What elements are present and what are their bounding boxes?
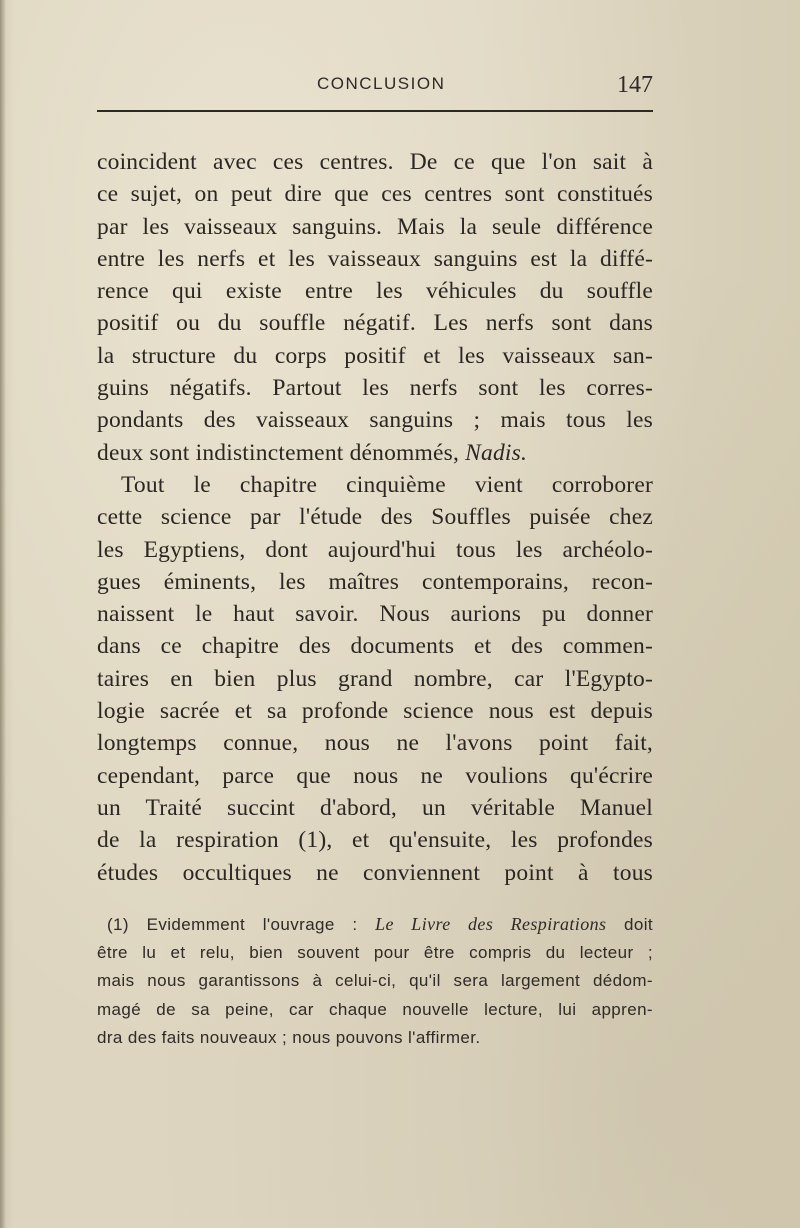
footnote-line: magé de sa peine, car chaque nouvelle lecture, lui appren- [97,999,653,1019]
text-line: ce sujet, on peut dire que ces centres sont constitués [97,181,653,208]
text-line: guins négatifs. Partout les nerfs sont les corres- [97,375,653,402]
italic-book-title: Le Livre des Respirations [375,914,607,934]
footnote-line [97,910,653,939]
page-number: 147 [617,72,653,98]
text-line: cependant, parce que nous ne voulions qu'écrire [97,762,653,789]
text-line: pondants des vaisseaux sanguins ; mais tous les [97,407,653,434]
text-line: la structure du corps positif et les vaisseaux san- [97,342,653,369]
text-line: les Egyptiens, dont aujourd'hui tous les archéolo- [97,536,653,563]
running-title: CONCLUSION [317,74,446,93]
text-line: un Traité succint d'abord, un véritable Manuel [97,794,653,821]
footnote-line: être lu et relu, bien souvent pour être compris du lecteur ; [97,942,653,962]
text-line: entre les nerfs et les vaisseaux sanguins est la diffé- [97,245,653,272]
text-line: naissent le haut savoir. Nous aurions pu donner [97,601,653,628]
text-line: rence qui existe entre les véhicules du souffle [97,278,653,305]
paragraph-first-line: Tout le chapitre cinquième vient corroborer [121,471,653,498]
footnote-line: mais nous garantissons à celui-ci, qu'il sera largement dédom- [97,971,653,990]
text-fragment: deux sont indistinctement dénommés, [97,439,460,466]
page-spine-edge [0,0,6,1228]
text-line: longtemps connue, nous ne l'avons point fait, [97,730,653,757]
text-line: positif ou du souffle négatif. Les nerfs sont dans [97,310,653,337]
header-rule [97,110,653,112]
text-line: de la respiration (1), et qu'ensuite, les profondes [97,827,653,854]
text-line: coincident avec ces centres. De ce que l'on sait à [97,149,653,175]
text-line: logie sacrée et sa profonde science nous est depuis [97,698,653,725]
text-line: taires en bien plus grand nombre, car l'Egypto- [97,665,653,692]
text-line: dans ce chapitre des documents et des commen- [97,633,653,660]
footnote [97,910,653,1053]
text-line: études occultiques ne conviennent point à tous [97,859,653,886]
text-line: gues éminents, les maîtres contemporains, recon- [97,568,653,595]
text-fragment: doit [624,915,654,934]
text-line: cette science par l'étude des Souffles puisée chez [97,504,653,531]
footnote-marker: (1) [107,915,129,934]
body-text [97,146,653,889]
text-line [97,437,653,469]
italic-term: Nadis. [465,439,528,466]
running-head [97,70,653,110]
text-fragment: Evidemment l'ouvrage : [146,915,358,934]
text-line: par les vaisseaux sanguins. Mais la seule différence [97,213,653,240]
footnote-line: dra des faits nouveaux ; nous pouvons l'affirmer. [97,1028,481,1047]
